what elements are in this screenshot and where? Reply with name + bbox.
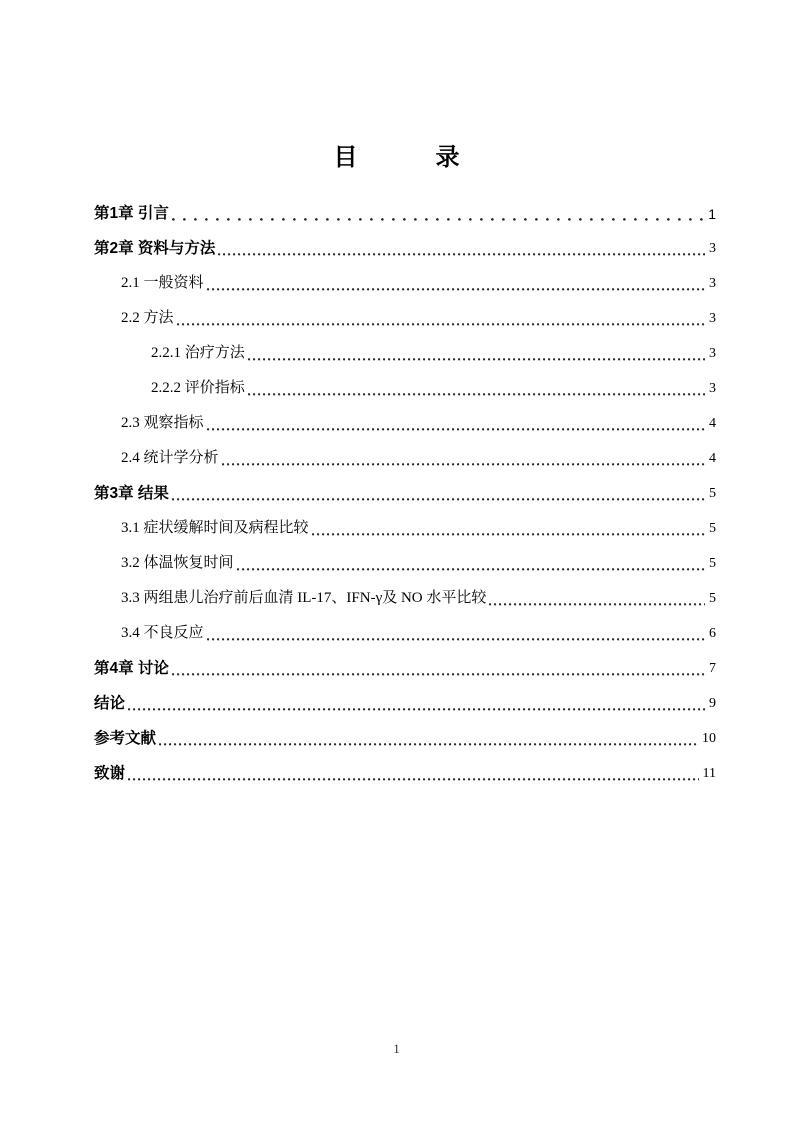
toc-entry-label: 第4章 讨论 <box>94 659 169 677</box>
toc-entry[interactable] <box>94 546 716 581</box>
toc-entry-page-number: 3 <box>709 345 716 361</box>
dot-leader <box>248 336 705 371</box>
toc-entry[interactable] <box>94 756 716 791</box>
toc-entry[interactable] <box>94 336 716 371</box>
toc-entry-page-number: 10 <box>702 730 716 746</box>
toc-entry[interactable] <box>94 686 716 721</box>
dot-leader <box>312 511 705 546</box>
toc-entry[interactable] <box>94 721 716 756</box>
toc-entry-page-number: 5 <box>709 555 716 571</box>
toc-entry-page-number: 3 <box>709 310 716 326</box>
dot-leader <box>207 266 705 301</box>
toc-entry-label: 2.1 一般资料 <box>121 275 204 291</box>
toc-entry-page-number: 5 <box>709 520 716 536</box>
dot-leader <box>222 441 705 476</box>
dot-leader <box>128 686 705 721</box>
toc-entry-label: 致谢 <box>94 764 126 782</box>
footer-page-number: 1 <box>393 1041 400 1056</box>
toc-entry[interactable] <box>94 511 716 546</box>
dot-leader <box>248 371 705 406</box>
toc-entry-label: 2.2 方法 <box>121 310 174 326</box>
toc-entry-label: 第2章 资料与方法 <box>94 239 216 257</box>
toc-entry-label: 2.4 统计学分析 <box>121 450 219 466</box>
dot-leader <box>207 406 705 441</box>
toc-entry[interactable] <box>94 441 716 476</box>
toc-entry-label: 2.2.1 治疗方法 <box>151 345 245 361</box>
toc-entry-label: 3.1 症状缓解时间及病程比较 <box>121 520 309 536</box>
toc-entry-page-number: 1 <box>708 205 716 222</box>
toc-entry-label: 第3章 结果 <box>94 484 169 502</box>
toc-entry-label: 结论 <box>94 694 126 712</box>
toc-entry-page-number: 5 <box>709 590 716 606</box>
toc-entry-page-number: 3 <box>709 240 716 256</box>
dot-leader <box>159 721 698 756</box>
toc-entry[interactable] <box>94 266 716 301</box>
dot-leader <box>172 651 705 686</box>
toc-entry[interactable] <box>94 476 716 511</box>
dot-leader <box>237 546 705 581</box>
dot-leader <box>177 301 705 336</box>
dot-leader <box>218 231 705 266</box>
toc-entry-page-number: 7 <box>709 660 716 676</box>
toc-entry-page-number: 4 <box>709 450 716 466</box>
toc-entry[interactable] <box>94 406 716 441</box>
toc-entry-label: 3.3 两组患儿治疗前后血清 IL-17、IFN-γ及 NO 水平比较 <box>121 590 487 606</box>
toc-entry[interactable] <box>94 231 716 266</box>
toc-entry-page-number: 9 <box>709 695 716 711</box>
toc-entry-label: 第1章 引言 <box>94 204 169 222</box>
toc-entry-label: 3.4 不良反应 <box>121 625 204 641</box>
toc-entry[interactable] <box>94 616 716 651</box>
dot-leader <box>207 616 705 651</box>
toc-entry-page-number: 5 <box>709 485 716 501</box>
toc-entry-page-number: 3 <box>709 275 716 291</box>
dot-leader <box>128 756 699 791</box>
toc-entry-page-number: 11 <box>702 765 716 781</box>
toc-entry-label: 2.2.2 评价指标 <box>151 380 245 396</box>
toc-entry[interactable] <box>94 196 716 231</box>
toc-entry-page-number: 6 <box>709 625 716 641</box>
toc-entry[interactable] <box>94 371 716 406</box>
toc-entry[interactable] <box>94 651 716 686</box>
toc-entry-page-number: 4 <box>709 415 716 431</box>
toc-page-title: 目录 <box>333 144 538 171</box>
toc-entry-label: 参考文献 <box>94 729 157 747</box>
toc-entry-label: 2.3 观察指标 <box>121 415 204 431</box>
toc-entry-label: 3.2 体温恢复时间 <box>121 555 234 571</box>
toc-entry[interactable] <box>94 301 716 336</box>
dot-leader <box>489 581 705 616</box>
toc-list <box>94 196 716 791</box>
dot-leader <box>172 476 705 511</box>
dot-leader <box>172 196 704 231</box>
toc-entry-page-number: 3 <box>709 380 716 396</box>
toc-entry[interactable] <box>94 581 716 616</box>
